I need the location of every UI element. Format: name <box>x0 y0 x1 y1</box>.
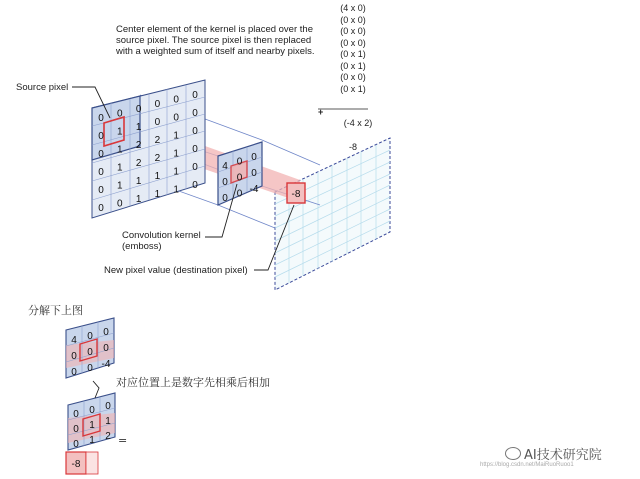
sum-result: -8 <box>348 142 357 152</box>
sum-term: (0 x 0) <box>340 37 366 48</box>
source-pixel-label: Source pixel <box>16 82 69 93</box>
watermark-url: https://blog.csdn.net/MaiRuoRuoo1 <box>480 462 574 468</box>
small-patch-cell-value: 0 <box>73 439 79 450</box>
kernel-cell-value: 0 <box>236 188 243 200</box>
source-cell-value: 1 <box>154 189 161 201</box>
new-pixel-label: New pixel value (destination pixel) <box>104 265 248 276</box>
source-cell-value: 0 <box>98 203 104 214</box>
sum-term: (0 x 1) <box>340 83 366 94</box>
source-cell-value: 2 <box>154 153 161 165</box>
small-patch-cell-value: 2 <box>105 431 111 442</box>
small-kernel-cell-value: 4 <box>71 335 77 346</box>
source-cell-value: 0 <box>98 167 104 178</box>
small-kernel-cell-value: -4 <box>101 359 111 370</box>
source-cell-value: 0 <box>192 180 198 191</box>
small-patch-cell-value: 1 <box>89 435 95 446</box>
source-cell-value: 0 <box>98 149 104 160</box>
source-cell-value: 1 <box>173 130 179 142</box>
caption-line: Center element of the kernel is placed over the <box>116 24 313 35</box>
small-patch-cell-value: 0 <box>105 401 111 412</box>
small-patch-cell-value: 1 <box>105 416 111 427</box>
sum-term: (0 x 1) <box>340 60 366 71</box>
source-cell-value: 0 <box>117 198 123 210</box>
source-cell-value: 1 <box>173 184 179 196</box>
source-cell-value: 0 <box>117 108 123 120</box>
kernel-label-line: (emboss) <box>122 241 162 252</box>
source-cell-value: 0 <box>98 131 104 142</box>
small-patch-cell-value: 0 <box>73 424 79 435</box>
sum-term: (0 x 1) <box>340 49 366 59</box>
source-cell-value: 0 <box>98 113 104 124</box>
source-cell-value: 1 <box>117 180 123 192</box>
small-kernel-cell-value: 0 <box>87 347 93 358</box>
kernel-cell-value: 0 <box>222 177 228 188</box>
small-patch-cell-value: 0 <box>89 405 95 416</box>
weighted-sum-calculation <box>318 3 378 154</box>
kernel-cell-value: 0 <box>251 167 257 179</box>
kernel-cell-value: 0 <box>251 151 257 163</box>
source-cell-value: 0 <box>135 103 142 115</box>
source-cell-value: 1 <box>173 166 179 178</box>
explanation-caption <box>116 24 315 57</box>
source-cell-value: 1 <box>117 144 123 156</box>
source-cell-value: 1 <box>135 121 142 133</box>
source-cell-value: 2 <box>135 157 142 169</box>
sum-term: (0 x 0) <box>340 26 366 36</box>
equals-sign: = <box>118 434 128 447</box>
source-cell-value: 0 <box>173 112 179 124</box>
sum-term: (4 x 0) <box>340 3 366 13</box>
source-image-grid <box>92 80 205 218</box>
kernel-cell-value: 4 <box>222 161 228 172</box>
small-kernel-cell-value: 0 <box>103 327 109 338</box>
source-cell-value: 0 <box>192 126 198 137</box>
small-kernel-cell-value: 0 <box>103 343 109 354</box>
small-patch-cell-value: 1 <box>89 420 95 431</box>
kernel-cell-value: 0 <box>236 156 243 168</box>
watermark-brand-text: AI技术研究院 <box>524 448 602 463</box>
source-cell-value: 1 <box>117 162 123 174</box>
source-cell-value: 1 <box>117 126 123 138</box>
watermark-brand <box>505 444 602 463</box>
source-cell-value: 1 <box>135 175 142 187</box>
correspond-note: 对应位置上是数字先相乘后相加 <box>116 376 270 389</box>
source-cell-value: 0 <box>154 99 161 111</box>
source-cell-value: 0 <box>98 185 104 196</box>
wechat-icon <box>505 447 521 460</box>
sum-term: (0 x 0) <box>340 14 366 25</box>
source-cell-value: 1 <box>154 171 161 183</box>
destination-pixel <box>287 183 305 203</box>
caption-line: source pixel. The source pixel is then replaced <box>116 35 312 46</box>
kernel-cell-value: -4 <box>249 183 259 195</box>
small-kernel-cell-value: 0 <box>71 367 77 378</box>
source-cell-value: 0 <box>154 117 161 129</box>
sum-term: (-4 x 2) <box>343 118 373 128</box>
plus-sign: + <box>318 106 324 117</box>
sum-term: (0 x 0) <box>340 72 366 82</box>
source-cell-value: 0 <box>192 108 198 119</box>
kernel-cell-value: 0 <box>236 172 243 184</box>
source-cell-value: 2 <box>154 135 161 147</box>
caption-line: with a weighted sum of itself and nearby pixels. <box>116 46 315 57</box>
destination-grid <box>275 138 390 290</box>
decompose-heading: 分解下上图 <box>28 304 83 317</box>
small-kernel-cell-value: 0 <box>87 363 93 374</box>
source-cell-value: 0 <box>173 94 179 106</box>
svg-text:-8: -8 <box>71 459 81 470</box>
kernel-label-line: Convolution kernel <box>122 230 201 241</box>
small-patch-cell-value: 0 <box>73 409 79 420</box>
source-cell-value: 1 <box>135 193 142 205</box>
small-result-pixel <box>66 452 98 474</box>
source-cell-value: 0 <box>192 90 198 101</box>
source-cell-value: 0 <box>192 144 198 155</box>
convolution-kernel-label <box>122 230 201 252</box>
source-cell-value: 2 <box>135 139 142 151</box>
kernel-cell-value: 0 <box>222 193 228 204</box>
source-cell-value: 1 <box>173 148 179 160</box>
small-kernel-cell-value: 0 <box>71 351 77 362</box>
small-leader-line <box>93 381 99 398</box>
small-kernel-cell-value: 0 <box>87 331 93 342</box>
svg-text:-8: -8 <box>291 189 301 200</box>
source-cell-value: 0 <box>192 162 198 173</box>
